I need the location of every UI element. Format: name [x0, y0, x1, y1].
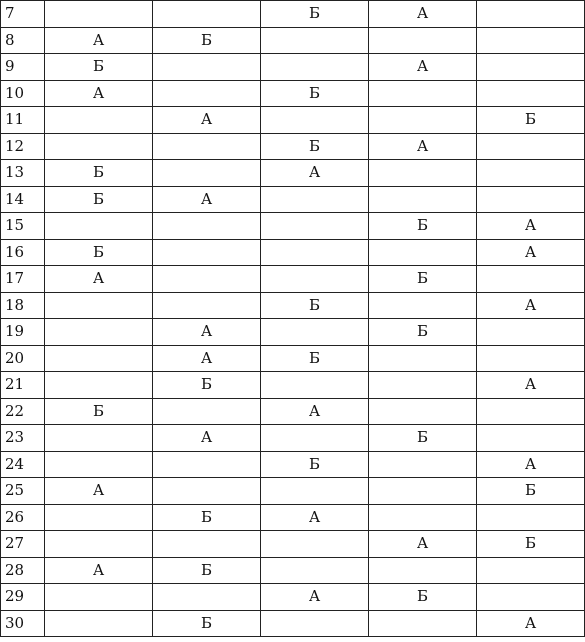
table-row [1, 213, 585, 240]
table-row [1, 107, 585, 134]
row-number-cell: 9 [1, 54, 45, 81]
table-row [1, 160, 585, 187]
answer-cell [369, 292, 477, 319]
answer-cell: А [477, 610, 585, 637]
answer-cell [369, 610, 477, 637]
answer-cell [153, 133, 261, 160]
answer-cell: А [261, 160, 369, 187]
answer-cell [153, 451, 261, 478]
answer-cell [369, 372, 477, 399]
row-number-cell: 23 [1, 425, 45, 452]
table-row [1, 531, 585, 558]
answer-cell: А [477, 292, 585, 319]
answer-table-body [1, 1, 585, 637]
answer-cell [369, 345, 477, 372]
answer-cell [477, 54, 585, 81]
answer-cell [477, 1, 585, 28]
answer-cell [45, 584, 153, 611]
answer-cell [261, 54, 369, 81]
answer-cell [369, 80, 477, 107]
answer-cell: Б [369, 266, 477, 293]
answer-cell [45, 133, 153, 160]
answer-cell: Б [369, 425, 477, 452]
answer-cell [477, 425, 585, 452]
answer-cell [45, 319, 153, 346]
answer-cell: Б [153, 504, 261, 531]
answer-cell: А [45, 478, 153, 505]
row-number-cell: 15 [1, 213, 45, 240]
answer-cell [45, 504, 153, 531]
answer-cell [153, 584, 261, 611]
answer-cell: А [369, 54, 477, 81]
answer-cell [261, 239, 369, 266]
table-row [1, 54, 585, 81]
answer-cell [477, 186, 585, 213]
table-row [1, 80, 585, 107]
row-number-cell: 29 [1, 584, 45, 611]
answer-cell: Б [261, 451, 369, 478]
answer-cell [261, 557, 369, 584]
row-number-cell: 10 [1, 80, 45, 107]
row-number-cell: 17 [1, 266, 45, 293]
row-number-cell: 22 [1, 398, 45, 425]
answer-cell: Б [477, 478, 585, 505]
answer-cell: Б [45, 398, 153, 425]
answer-cell: Б [477, 107, 585, 134]
row-number-cell: 19 [1, 319, 45, 346]
answer-cell: Б [261, 80, 369, 107]
table-row [1, 504, 585, 531]
row-number-cell: 7 [1, 1, 45, 28]
answer-cell: А [153, 345, 261, 372]
answer-cell [477, 133, 585, 160]
answer-cell: А [45, 80, 153, 107]
row-number-cell: 26 [1, 504, 45, 531]
row-number-cell: 12 [1, 133, 45, 160]
table-row [1, 1, 585, 28]
answer-cell: А [45, 557, 153, 584]
table-row [1, 345, 585, 372]
answer-cell [261, 107, 369, 134]
answer-cell [45, 213, 153, 240]
answer-cell [261, 27, 369, 54]
answer-cell [477, 80, 585, 107]
table-row [1, 398, 585, 425]
answer-cell: А [153, 107, 261, 134]
answer-cell [45, 372, 153, 399]
answer-cell [153, 478, 261, 505]
answer-cell [45, 107, 153, 134]
answer-cell: А [261, 504, 369, 531]
answer-cell: Б [369, 584, 477, 611]
answer-cell: А [261, 584, 369, 611]
table-row [1, 266, 585, 293]
table-row [1, 451, 585, 478]
row-number-cell: 30 [1, 610, 45, 637]
answer-cell [477, 27, 585, 54]
answer-cell [369, 478, 477, 505]
row-number-cell: 16 [1, 239, 45, 266]
answer-cell [369, 107, 477, 134]
answer-cell [369, 160, 477, 187]
row-number-cell: 28 [1, 557, 45, 584]
row-number-cell: 13 [1, 160, 45, 187]
answer-cell [261, 372, 369, 399]
answer-cell: Б [477, 531, 585, 558]
answer-cell [153, 292, 261, 319]
table-row [1, 584, 585, 611]
answer-cell [477, 504, 585, 531]
row-number-cell: 25 [1, 478, 45, 505]
answer-cell [153, 80, 261, 107]
table-row [1, 372, 585, 399]
answer-cell: А [477, 372, 585, 399]
answer-cell [369, 398, 477, 425]
answer-cell: Б [45, 160, 153, 187]
answer-cell: А [153, 186, 261, 213]
answer-cell [477, 266, 585, 293]
answer-cell: А [477, 239, 585, 266]
table-row [1, 186, 585, 213]
answer-cell: А [153, 319, 261, 346]
answer-cell: А [477, 451, 585, 478]
answer-cell [45, 451, 153, 478]
answer-cell [153, 54, 261, 81]
row-number-cell: 8 [1, 27, 45, 54]
answer-cell [477, 398, 585, 425]
table-row [1, 610, 585, 637]
answer-cell [369, 186, 477, 213]
row-number-cell: 18 [1, 292, 45, 319]
answer-cell: Б [261, 292, 369, 319]
answer-cell: Б [153, 610, 261, 637]
answer-cell: А [45, 266, 153, 293]
answer-cell [261, 319, 369, 346]
answer-cell [153, 398, 261, 425]
answer-cell [369, 239, 477, 266]
answer-cell [477, 319, 585, 346]
answer-cell: А [45, 27, 153, 54]
answer-cell: Б [153, 372, 261, 399]
row-number-cell: 24 [1, 451, 45, 478]
answer-cell [261, 425, 369, 452]
table-row [1, 425, 585, 452]
answer-cell: Б [153, 27, 261, 54]
answer-cell [153, 239, 261, 266]
answer-cell [477, 584, 585, 611]
answer-cell: Б [261, 345, 369, 372]
answer-cell: Б [369, 213, 477, 240]
answer-cell [45, 531, 153, 558]
answer-cell [45, 345, 153, 372]
answer-cell [153, 160, 261, 187]
answer-cell [369, 27, 477, 54]
table-row [1, 292, 585, 319]
answer-cell: А [261, 398, 369, 425]
answer-cell [477, 160, 585, 187]
table-row [1, 27, 585, 54]
row-number-cell: 14 [1, 186, 45, 213]
row-number-cell: 20 [1, 345, 45, 372]
answer-cell: А [369, 1, 477, 28]
table-row [1, 239, 585, 266]
answer-cell [369, 504, 477, 531]
answer-cell: Б [45, 239, 153, 266]
table-row [1, 478, 585, 505]
answer-cell: Б [261, 1, 369, 28]
answer-cell [45, 425, 153, 452]
answer-cell [369, 557, 477, 584]
table-row [1, 557, 585, 584]
row-number-cell: 27 [1, 531, 45, 558]
answer-cell [477, 557, 585, 584]
answer-cell: А [477, 213, 585, 240]
answer-cell: Б [45, 186, 153, 213]
answer-cell [153, 1, 261, 28]
answer-cell: Б [153, 557, 261, 584]
row-number-cell: 21 [1, 372, 45, 399]
answer-cell [45, 1, 153, 28]
answer-cell [261, 610, 369, 637]
answer-cell [153, 531, 261, 558]
answer-cell [261, 186, 369, 213]
row-number-cell: 11 [1, 107, 45, 134]
answer-cell: Б [261, 133, 369, 160]
answer-cell [45, 292, 153, 319]
answer-cell [153, 266, 261, 293]
answer-cell [261, 478, 369, 505]
answer-cell [261, 531, 369, 558]
answer-cell [261, 266, 369, 293]
answer-cell: Б [45, 54, 153, 81]
answer-cell: Б [369, 319, 477, 346]
answer-cell: А [369, 133, 477, 160]
table-row [1, 133, 585, 160]
answer-cell [369, 451, 477, 478]
answer-cell: А [153, 425, 261, 452]
answer-cell [153, 213, 261, 240]
answer-cell: А [369, 531, 477, 558]
answer-cell [477, 345, 585, 372]
answer-cell [261, 213, 369, 240]
table-row [1, 319, 585, 346]
answer-cell [45, 610, 153, 637]
